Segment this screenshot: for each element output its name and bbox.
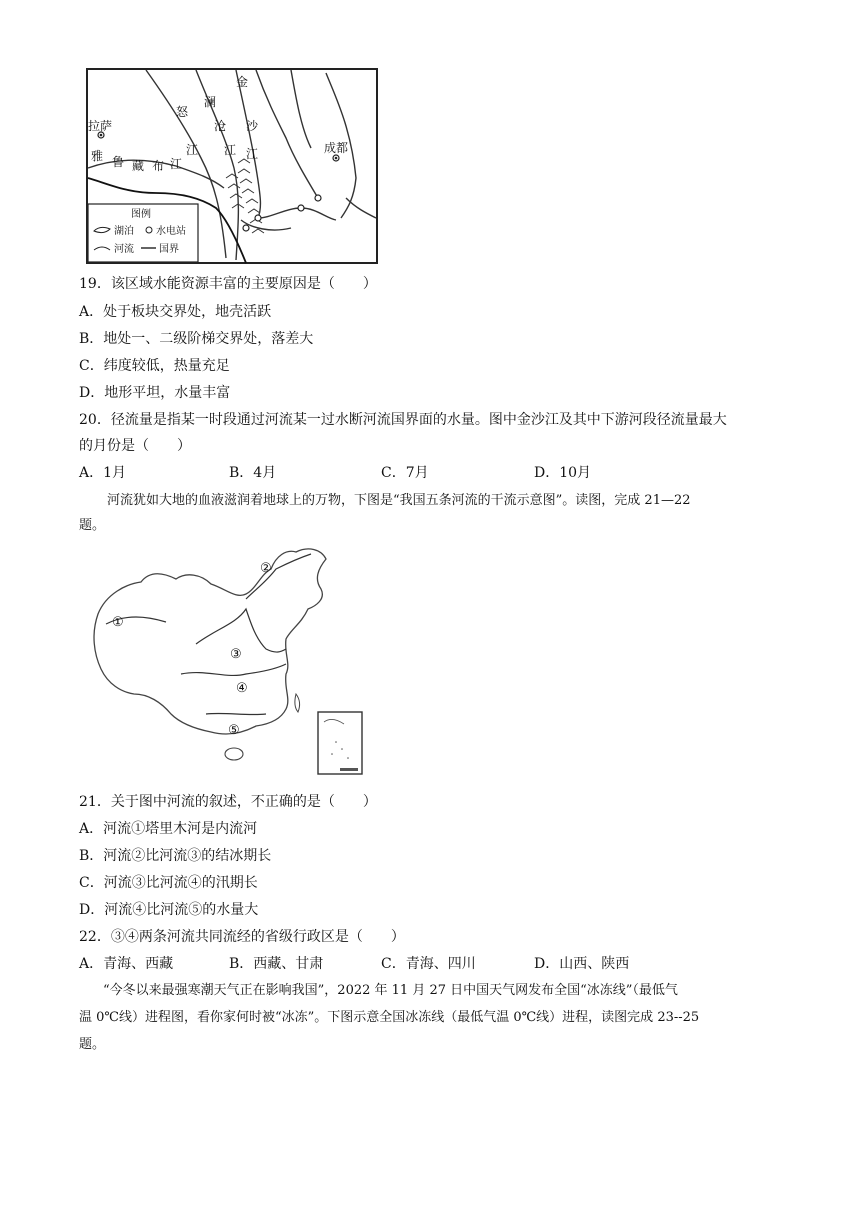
intro-23-line1: “今冬以来最强寒潮天气正在影响我国”，2022 年 11 月 27 日中国天气网发布全国“冰冻线”（最低气 <box>103 983 678 998</box>
question-19-option-c: C．纬度较低，热量充足 <box>79 358 230 374</box>
river-marker-1: ① <box>112 615 124 630</box>
question-22-option-a: A．青海、西藏 <box>79 956 174 972</box>
intro-23-line2: 温 0℃线）进程图，看你家何时被“冰冻”。下图示意全国冰冻线（最低气温 0℃线）进程，读图完成 23--25 <box>79 1010 700 1025</box>
question-19-option-d: D．地形平坦，水量丰富 <box>79 385 231 401</box>
question-20-stem-line2: 的月份是（ ） <box>79 438 191 454</box>
intro-23-line3: 题。 <box>79 1037 106 1052</box>
legend-station: 水电站 <box>156 226 186 237</box>
question-21-option-a: A．河流①塔里木河是内流河 <box>79 821 258 837</box>
question-22-option-d: D．山西、陕西 <box>534 956 630 972</box>
station-symbol-icon <box>146 227 152 233</box>
question-21-option-d: D．河流④比河流⑤的水量大 <box>79 902 259 918</box>
question-20-option-a: A．1月 <box>79 465 127 481</box>
question-20-option-d: D．10月 <box>534 465 592 481</box>
chengdu-label: 成都 <box>324 141 349 155</box>
question-21-option-b: B．河流②比河流③的结冰期长 <box>79 848 272 864</box>
jinsha-label-1: 金 <box>236 75 249 89</box>
yarlung-label-1: 雅 <box>91 149 104 163</box>
lancang-label-1: 澜 <box>204 95 217 109</box>
question-19-option-a: A．处于板块交界处，地壳活跃 <box>79 304 272 320</box>
yarlung-label-5: 江 <box>170 157 183 171</box>
legend-title: 图例 <box>131 209 151 220</box>
question-20-option-c: C．7月 <box>381 465 429 481</box>
question-21-stem: 21．关于图中河流的叙述，不正确的是（ ） <box>79 794 377 810</box>
nu-label-2: 江 <box>186 143 199 157</box>
question-22-stem: 22．③④两条河流共同流经的省级行政区是（ ） <box>79 929 405 945</box>
river-marker-5: ⑤ <box>228 723 240 738</box>
question-22-option-b: B．西藏、甘肃 <box>229 956 324 972</box>
intro-21-line1: 河流犹如大地的血液滋润着地球上的万物，下图是“我国五条河流的干流示意图”。读图，完成 21—22 <box>107 493 691 508</box>
legend-lake: 湖泊 <box>114 226 134 237</box>
intro-21-line2: 题。 <box>79 518 106 533</box>
lancang-label-3: 江 <box>224 143 237 157</box>
yarlung-label-2: 鲁 <box>112 155 125 169</box>
yarlung-label-3: 藏 <box>132 159 145 173</box>
river-marker-3: ③ <box>230 647 242 662</box>
legend-border: 国界 <box>159 244 179 255</box>
map1-legend <box>88 204 198 262</box>
jinsha-label-3: 江 <box>246 147 259 161</box>
jinsha-label-2: 沙 <box>246 119 259 133</box>
question-19-option-b: B．地处一、二级阶梯交界处，落差大 <box>79 331 314 347</box>
question-22-option-c: C．青海、四川 <box>381 956 476 972</box>
river-marker-2: ② <box>260 561 272 576</box>
nu-label-1: 怒 <box>176 105 189 119</box>
question-20-option-b: B．4月 <box>229 465 277 481</box>
yarlung-label-4: 布 <box>152 159 165 173</box>
hengduan-river-map <box>86 68 378 264</box>
river-marker-4: ④ <box>236 681 248 696</box>
china-five-rivers-map <box>86 544 366 776</box>
lancang-label-2: 沧 <box>214 119 227 133</box>
question-20-stem-line1: 20．径流量是指某一时段通过河流某一过水断河流国界面的水量。图中金沙江及其中下游河段径流量最大 <box>79 412 727 428</box>
question-19-stem: 19．该区域水能资源丰富的主要原因是（ ） <box>79 276 377 292</box>
legend-river: 河流 <box>114 244 134 255</box>
question-21-option-c: C．河流③比河流④的汛期长 <box>79 875 258 891</box>
lhasa-label: 拉萨 <box>88 119 113 133</box>
